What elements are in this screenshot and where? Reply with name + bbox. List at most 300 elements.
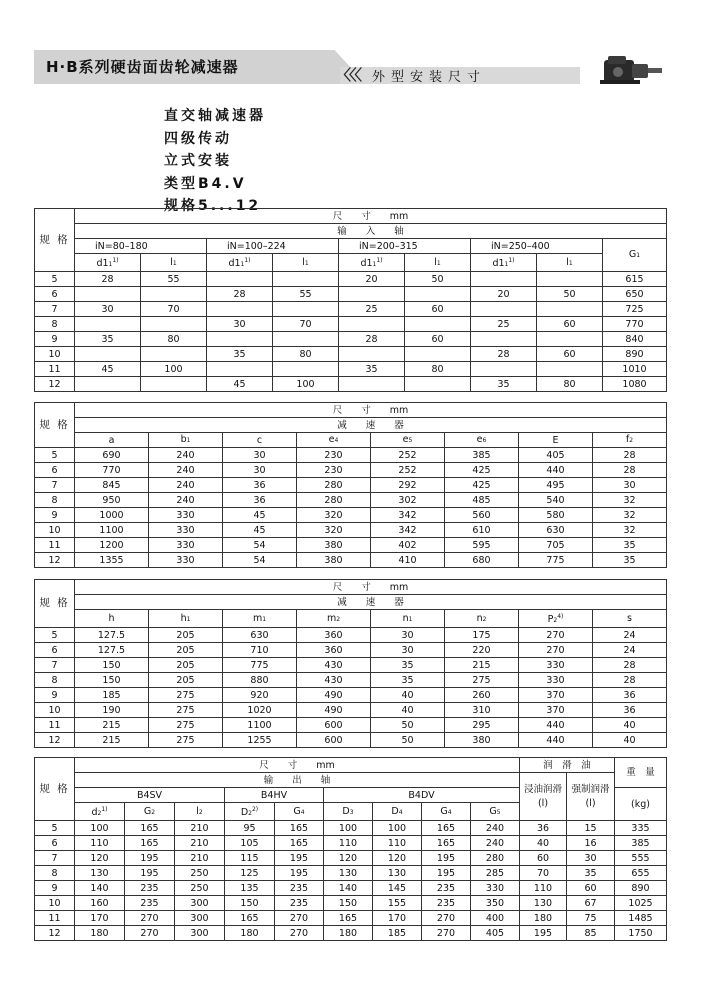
- table-row: [35, 553, 667, 568]
- table-cell: 1000: [75, 508, 149, 523]
- table-cell: 270: [422, 926, 471, 941]
- table-cell: 410: [371, 553, 445, 568]
- table-cell: 145: [373, 881, 422, 896]
- table-cell: 275: [149, 733, 223, 748]
- table-cell: 165: [324, 911, 373, 926]
- table-cell: 165: [125, 836, 175, 851]
- table-cell: 275: [149, 703, 223, 718]
- table-cell: 175: [445, 628, 519, 643]
- table-cell: 205: [149, 628, 223, 643]
- table-cell: 28: [339, 332, 405, 347]
- table-cell: [339, 377, 405, 392]
- table-cell: 30: [371, 628, 445, 643]
- column-header: h: [75, 610, 149, 628]
- table-cell: 45: [223, 508, 297, 523]
- table-cell: 280: [297, 478, 371, 493]
- table-cell: 1750: [615, 926, 667, 941]
- table-cell: 370: [519, 688, 593, 703]
- table-cell: [405, 317, 471, 332]
- table-cell: 235: [125, 896, 175, 911]
- table-cell: 235: [275, 896, 324, 911]
- table-cell: 70: [273, 317, 339, 332]
- table-cell: 890: [603, 347, 667, 362]
- table-cell: [141, 317, 207, 332]
- column-header: G2: [125, 803, 175, 821]
- table-cell: 380: [445, 733, 519, 748]
- table-cell: 130: [520, 896, 567, 911]
- table-cell: 195: [275, 851, 324, 866]
- table-cell: 600: [297, 733, 371, 748]
- column-header: e6: [445, 433, 519, 448]
- table-cell: 35: [567, 866, 615, 881]
- b4hv-header: B4HV: [225, 788, 324, 803]
- table-cell: [141, 347, 207, 362]
- table-cell: 235: [422, 896, 471, 911]
- column-header: e5: [371, 433, 445, 448]
- ratio-header: iN=200–315: [339, 239, 471, 254]
- table-cell: 270: [275, 926, 324, 941]
- table-cell: 185: [75, 688, 149, 703]
- table-cell: 205: [149, 673, 223, 688]
- series-title: H·B系列硬齿面齿轮减速器: [46, 58, 239, 76]
- spec-line: 直交轴减速器: [164, 108, 266, 124]
- table-cell: [75, 377, 141, 392]
- size-cell: 5: [35, 628, 75, 643]
- column-header: l1: [273, 254, 339, 272]
- table-cell: 165: [422, 821, 471, 836]
- table-cell: 180: [75, 926, 125, 941]
- table-cell: 130: [324, 866, 373, 881]
- table-cell: 360: [297, 628, 371, 643]
- table-cell: 205: [149, 643, 223, 658]
- size-cell: 7: [35, 658, 75, 673]
- table-cell: 235: [422, 881, 471, 896]
- table-cell: 840: [603, 332, 667, 347]
- size-cell: 7: [35, 302, 75, 317]
- table-cell: 775: [223, 658, 297, 673]
- spec-line: 规格5...12: [164, 198, 262, 214]
- table-cell: 270: [422, 911, 471, 926]
- table-cell: 60: [405, 332, 471, 347]
- size-cell: 12: [35, 926, 75, 941]
- table-cell: 330: [149, 553, 223, 568]
- table-cell: 270: [275, 911, 324, 926]
- table-row: [35, 272, 667, 287]
- table-row: [35, 302, 667, 317]
- table-cell: 880: [223, 673, 297, 688]
- table-cell: 25: [339, 302, 405, 317]
- table-cell: 280: [297, 493, 371, 508]
- table-cell: 110: [324, 836, 373, 851]
- table-cell: 215: [75, 733, 149, 748]
- dimension-header: 尺 寸 mm: [75, 758, 520, 773]
- table-cell: 60: [537, 347, 603, 362]
- table-cell: 270: [519, 643, 593, 658]
- ratio-header: iN=80–180: [75, 239, 207, 254]
- table-cell: [273, 332, 339, 347]
- column-header: s: [593, 610, 667, 628]
- table-cell: 430: [297, 658, 371, 673]
- reducer-dimensions-table-1: [34, 402, 667, 568]
- table-cell: 385: [615, 836, 667, 851]
- column-header: l1: [141, 254, 207, 272]
- table-cell: 300: [175, 926, 225, 941]
- table-cell: 330: [519, 658, 593, 673]
- table-cell: [141, 377, 207, 392]
- table-row: [35, 448, 667, 463]
- table-cell: 195: [125, 851, 175, 866]
- table-cell: 25: [471, 317, 537, 332]
- table-row: [35, 332, 667, 347]
- column-header: d11$^{1)}$: [207, 254, 273, 272]
- table-cell: 360: [297, 643, 371, 658]
- table-cell: [537, 272, 603, 287]
- table-cell: 705: [519, 538, 593, 553]
- table-cell: 250: [175, 866, 225, 881]
- table-cell: 292: [371, 478, 445, 493]
- row-label-header: 规 格: [35, 580, 75, 628]
- table-cell: [471, 362, 537, 377]
- size-cell: 7: [35, 851, 75, 866]
- table-cell: 28: [593, 463, 667, 478]
- table-row: [35, 896, 667, 911]
- table-cell: 270: [125, 911, 175, 926]
- table-cell: 385: [445, 448, 519, 463]
- table-row: [35, 881, 667, 896]
- table-cell: 50: [371, 733, 445, 748]
- table-cell: 28: [593, 448, 667, 463]
- table-cell: [537, 332, 603, 347]
- table-cell: 55: [141, 272, 207, 287]
- table-cell: 100: [324, 821, 373, 836]
- table-cell: 300: [175, 911, 225, 926]
- table-cell: 680: [445, 553, 519, 568]
- table-cell: 36: [593, 703, 667, 718]
- row-label-header: 规 格: [35, 403, 75, 448]
- table-cell: 405: [471, 926, 520, 941]
- table-cell: 295: [445, 718, 519, 733]
- table-cell: [405, 287, 471, 302]
- table-cell: 240: [471, 836, 520, 851]
- column-header: m2: [297, 610, 371, 628]
- table-cell: 240: [149, 478, 223, 493]
- table-row: [35, 658, 667, 673]
- table-cell: 555: [615, 851, 667, 866]
- table-cell: 195: [520, 926, 567, 941]
- weight-header: 重 量: [615, 758, 667, 788]
- table-cell: 165: [422, 836, 471, 851]
- table-row: [35, 377, 667, 392]
- table-cell: 690: [75, 448, 149, 463]
- size-cell: 11: [35, 911, 75, 926]
- table-cell: 30: [593, 478, 667, 493]
- table-cell: 40: [593, 718, 667, 733]
- spec-line: 类型B4.V: [164, 175, 247, 192]
- table-cell: 1200: [75, 538, 149, 553]
- table-cell: 100: [75, 821, 125, 836]
- table-cell: 30: [371, 643, 445, 658]
- table-cell: [405, 377, 471, 392]
- table-cell: 155: [373, 896, 422, 911]
- table-cell: 115: [225, 851, 275, 866]
- table-cell: [141, 287, 207, 302]
- table-row: [35, 643, 667, 658]
- table-cell: 50: [537, 287, 603, 302]
- size-cell: 10: [35, 523, 75, 538]
- table-cell: 195: [125, 866, 175, 881]
- table-cell: 1100: [223, 718, 297, 733]
- table-cell: 35: [371, 658, 445, 673]
- table-row: [35, 673, 667, 688]
- column-header: D2$^{2)}$: [225, 803, 275, 821]
- table-cell: 36: [520, 821, 567, 836]
- column-header: a: [75, 433, 149, 448]
- lubricant-header: 润 滑 油: [520, 758, 615, 773]
- column-header: l1: [405, 254, 471, 272]
- size-cell: 10: [35, 703, 75, 718]
- table-cell: 60: [567, 881, 615, 896]
- table-cell: 920: [223, 688, 297, 703]
- table-cell: 28: [593, 658, 667, 673]
- column-header: l2: [175, 803, 225, 821]
- table-cell: 95: [225, 821, 275, 836]
- table-cell: 260: [445, 688, 519, 703]
- column-header: d11$^{1)}$: [339, 254, 405, 272]
- table-cell: [471, 332, 537, 347]
- table-cell: 330: [149, 508, 223, 523]
- column-header: G5: [471, 803, 520, 821]
- size-cell: 12: [35, 733, 75, 748]
- size-cell: 5: [35, 448, 75, 463]
- table-cell: 16: [567, 836, 615, 851]
- table-cell: 150: [324, 896, 373, 911]
- table-cell: 127.5: [75, 643, 149, 658]
- table-cell: 650: [603, 287, 667, 302]
- table-cell: 150: [225, 896, 275, 911]
- table-cell: 210: [175, 851, 225, 866]
- table-cell: 30: [207, 317, 273, 332]
- size-cell: 10: [35, 347, 75, 362]
- table-cell: 180: [520, 911, 567, 926]
- column-header: d2$^{1)}$: [75, 803, 125, 821]
- table-cell: 430: [297, 673, 371, 688]
- table-cell: 55: [273, 287, 339, 302]
- table-cell: 845: [75, 478, 149, 493]
- size-cell: 12: [35, 553, 75, 568]
- table-cell: 275: [445, 673, 519, 688]
- column-header: l1: [537, 254, 603, 272]
- table-cell: [207, 362, 273, 377]
- forced-lubrication-header: 强制润滑 (l): [567, 773, 615, 821]
- table-cell: [273, 272, 339, 287]
- table-cell: 380: [297, 553, 371, 568]
- table-cell: 40: [371, 688, 445, 703]
- table-row: [35, 733, 667, 748]
- size-cell: 9: [35, 688, 75, 703]
- table-cell: 485: [445, 493, 519, 508]
- table-cell: 240: [149, 448, 223, 463]
- table-cell: 24: [593, 628, 667, 643]
- table-cell: 280: [471, 851, 520, 866]
- size-cell: 7: [35, 478, 75, 493]
- table-cell: 1355: [75, 553, 149, 568]
- column-header: G4: [275, 803, 324, 821]
- column-header: D3: [324, 803, 373, 821]
- table-row: [35, 287, 667, 302]
- table-cell: 80: [273, 347, 339, 362]
- table-row: [35, 362, 667, 377]
- table-cell: 30: [223, 463, 297, 478]
- group-header: 减 速 器: [75, 595, 667, 610]
- table-cell: [75, 317, 141, 332]
- table-cell: [339, 317, 405, 332]
- column-header: d11$^{1)}$: [471, 254, 537, 272]
- column-header: G4: [422, 803, 471, 821]
- table-cell: 32: [593, 508, 667, 523]
- dip-lubrication-header: 浸油润滑 (l): [520, 773, 567, 821]
- size-cell: 5: [35, 272, 75, 287]
- table-cell: 100: [141, 362, 207, 377]
- table-cell: 170: [373, 911, 422, 926]
- size-cell: 8: [35, 493, 75, 508]
- table-cell: 400: [471, 911, 520, 926]
- table-cell: 310: [445, 703, 519, 718]
- table-cell: 725: [603, 302, 667, 317]
- table-cell: 185: [373, 926, 422, 941]
- table-row: [35, 821, 667, 836]
- table-cell: 36: [593, 688, 667, 703]
- table-row: [35, 911, 667, 926]
- table-cell: 54: [223, 553, 297, 568]
- table-cell: 580: [519, 508, 593, 523]
- size-cell: 9: [35, 508, 75, 523]
- table-cell: 300: [175, 896, 225, 911]
- table-cell: 630: [519, 523, 593, 538]
- table-cell: 30: [567, 851, 615, 866]
- dimension-header: 尺 寸 mm: [75, 580, 667, 595]
- table-cell: 35: [471, 377, 537, 392]
- table-cell: 50: [371, 718, 445, 733]
- table-row: [35, 463, 667, 478]
- table-cell: 28: [471, 347, 537, 362]
- output-shaft-table: [34, 757, 667, 941]
- table-cell: 440: [519, 718, 593, 733]
- table-row: [35, 718, 667, 733]
- table-cell: 180: [324, 926, 373, 941]
- size-cell: 5: [35, 821, 75, 836]
- column-header: h1: [149, 610, 223, 628]
- section-subtitle: 外型安装尺寸: [372, 70, 487, 85]
- table-cell: 85: [567, 926, 615, 941]
- table-row: [35, 688, 667, 703]
- table-cell: [339, 287, 405, 302]
- table-cell: 80: [141, 332, 207, 347]
- b4dv-header: B4DV: [324, 788, 520, 803]
- row-label-header: 规 格: [35, 758, 75, 821]
- group-header: 输 入 轴: [75, 224, 667, 239]
- table-cell: 180: [225, 926, 275, 941]
- table-cell: 75: [567, 911, 615, 926]
- table-cell: 80: [537, 377, 603, 392]
- table-cell: 655: [615, 866, 667, 881]
- table-cell: 120: [75, 851, 125, 866]
- table-cell: 495: [519, 478, 593, 493]
- table-cell: 235: [275, 881, 324, 896]
- table-cell: 950: [75, 493, 149, 508]
- table-cell: 440: [519, 463, 593, 478]
- table-cell: 320: [297, 508, 371, 523]
- group-header: 减 速 器: [75, 418, 667, 433]
- table-cell: 302: [371, 493, 445, 508]
- size-cell: 6: [35, 463, 75, 478]
- table-cell: 1100: [75, 523, 149, 538]
- column-header: d11$^{1)}$: [75, 254, 141, 272]
- table-cell: 45: [207, 377, 273, 392]
- size-cell: 6: [35, 643, 75, 658]
- table-cell: 20: [339, 272, 405, 287]
- table-cell: 210: [175, 836, 225, 851]
- table-cell: 540: [519, 493, 593, 508]
- table-cell: 1020: [223, 703, 297, 718]
- table-cell: 195: [422, 866, 471, 881]
- table-cell: 215: [75, 718, 149, 733]
- table-row: [35, 836, 667, 851]
- table-cell: 252: [371, 448, 445, 463]
- spec-line: 四级传动: [164, 130, 232, 147]
- table-cell: 220: [445, 643, 519, 658]
- table-cell: 330: [149, 538, 223, 553]
- table-cell: 70: [141, 302, 207, 317]
- size-cell: 9: [35, 881, 75, 896]
- table-cell: [405, 347, 471, 362]
- table-cell: 330: [519, 673, 593, 688]
- table-cell: 350: [471, 896, 520, 911]
- table-cell: 342: [371, 508, 445, 523]
- input-shaft-table: [34, 208, 667, 392]
- table-cell: 252: [371, 463, 445, 478]
- table-cell: 165: [275, 836, 324, 851]
- table-cell: 195: [275, 866, 324, 881]
- table-cell: 50: [405, 272, 471, 287]
- table-cell: 110: [373, 836, 422, 851]
- chevron-arrows-icon: 〈〈〈: [336, 66, 361, 84]
- column-header: G1: [603, 239, 667, 272]
- table-cell: 36: [223, 493, 297, 508]
- size-cell: 6: [35, 287, 75, 302]
- table-cell: 190: [75, 703, 149, 718]
- table-cell: 127.5: [75, 628, 149, 643]
- table-cell: 775: [519, 553, 593, 568]
- ratio-header: iN=250–400: [471, 239, 603, 254]
- table-cell: 70: [520, 866, 567, 881]
- table-cell: 560: [445, 508, 519, 523]
- group-header: 输 出 轴: [75, 773, 520, 788]
- table-cell: 1080: [603, 377, 667, 392]
- table-cell: [207, 332, 273, 347]
- table-cell: 490: [297, 688, 371, 703]
- table-cell: 270: [519, 628, 593, 643]
- table-cell: 135: [225, 881, 275, 896]
- table-cell: 440: [519, 733, 593, 748]
- table-cell: [273, 302, 339, 317]
- table-cell: 35: [593, 538, 667, 553]
- b4sv-header: B4SV: [75, 788, 225, 803]
- table-cell: 40: [593, 733, 667, 748]
- table-cell: 235: [125, 881, 175, 896]
- table-cell: 600: [297, 718, 371, 733]
- table-cell: 15: [567, 821, 615, 836]
- table-cell: 30: [75, 302, 141, 317]
